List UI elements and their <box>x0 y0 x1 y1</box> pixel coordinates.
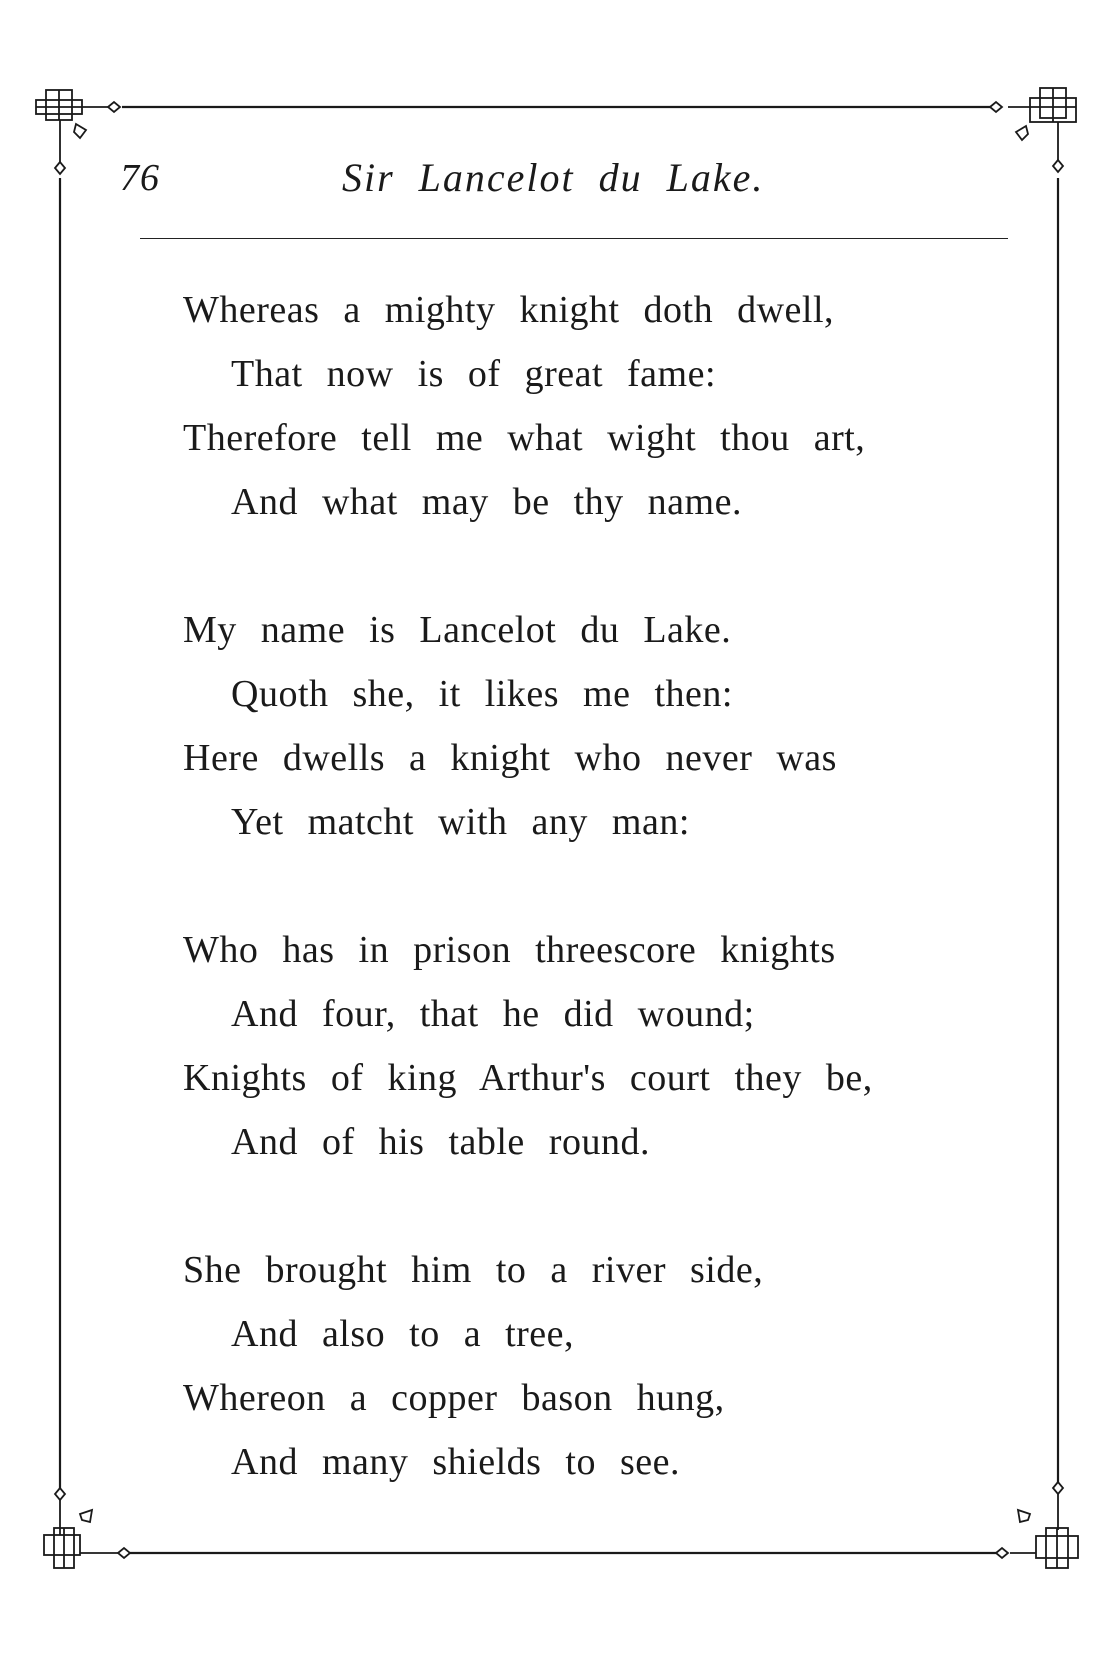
corner-ornament-top-left <box>36 90 120 174</box>
stanza <box>183 278 1003 534</box>
poem-line: Yet matcht with any man: <box>231 801 690 843</box>
poem-line: And four, that he did wound; <box>231 993 755 1035</box>
stanza <box>183 598 1003 854</box>
running-title: Sir Lancelot du Lake. <box>342 155 765 200</box>
poem-line: My name is Lancelot du Lake. <box>183 609 732 651</box>
poem-line: That now is of great fame: <box>231 353 717 395</box>
poem-line: She brought him to a river side, <box>183 1249 764 1291</box>
page-header <box>120 148 1000 208</box>
poem-line: And what may be thy name. <box>231 481 742 523</box>
stanza <box>183 1238 1003 1494</box>
poem-line: And also to a tree, <box>231 1313 575 1355</box>
poem-line: Therefore tell me what wight thou art, <box>183 417 866 459</box>
poem-line: Whereon a copper bason hung, <box>183 1377 725 1419</box>
poem-line: And of his table round. <box>231 1121 650 1163</box>
poem-line: Who has in prison threescore knights <box>183 929 836 971</box>
corner-ornament-bottom-right <box>996 1482 1078 1568</box>
corner-ornament-top-right <box>990 88 1076 172</box>
corner-ornament-bottom-left <box>44 1488 130 1568</box>
header-rule <box>140 238 1008 239</box>
poem-line: Quoth she, it likes me then: <box>231 673 733 715</box>
poem-body <box>183 278 1003 1558</box>
page-number: 76 <box>120 157 160 199</box>
poem-line: Whereas a mighty knight doth dwell, <box>183 289 835 331</box>
poem-line: And many shields to see. <box>231 1441 681 1483</box>
stanza <box>183 918 1003 1174</box>
poem-line: Knights of king Arthur's court they be, <box>183 1057 873 1099</box>
poem-line: Here dwells a knight who never was <box>183 737 837 779</box>
